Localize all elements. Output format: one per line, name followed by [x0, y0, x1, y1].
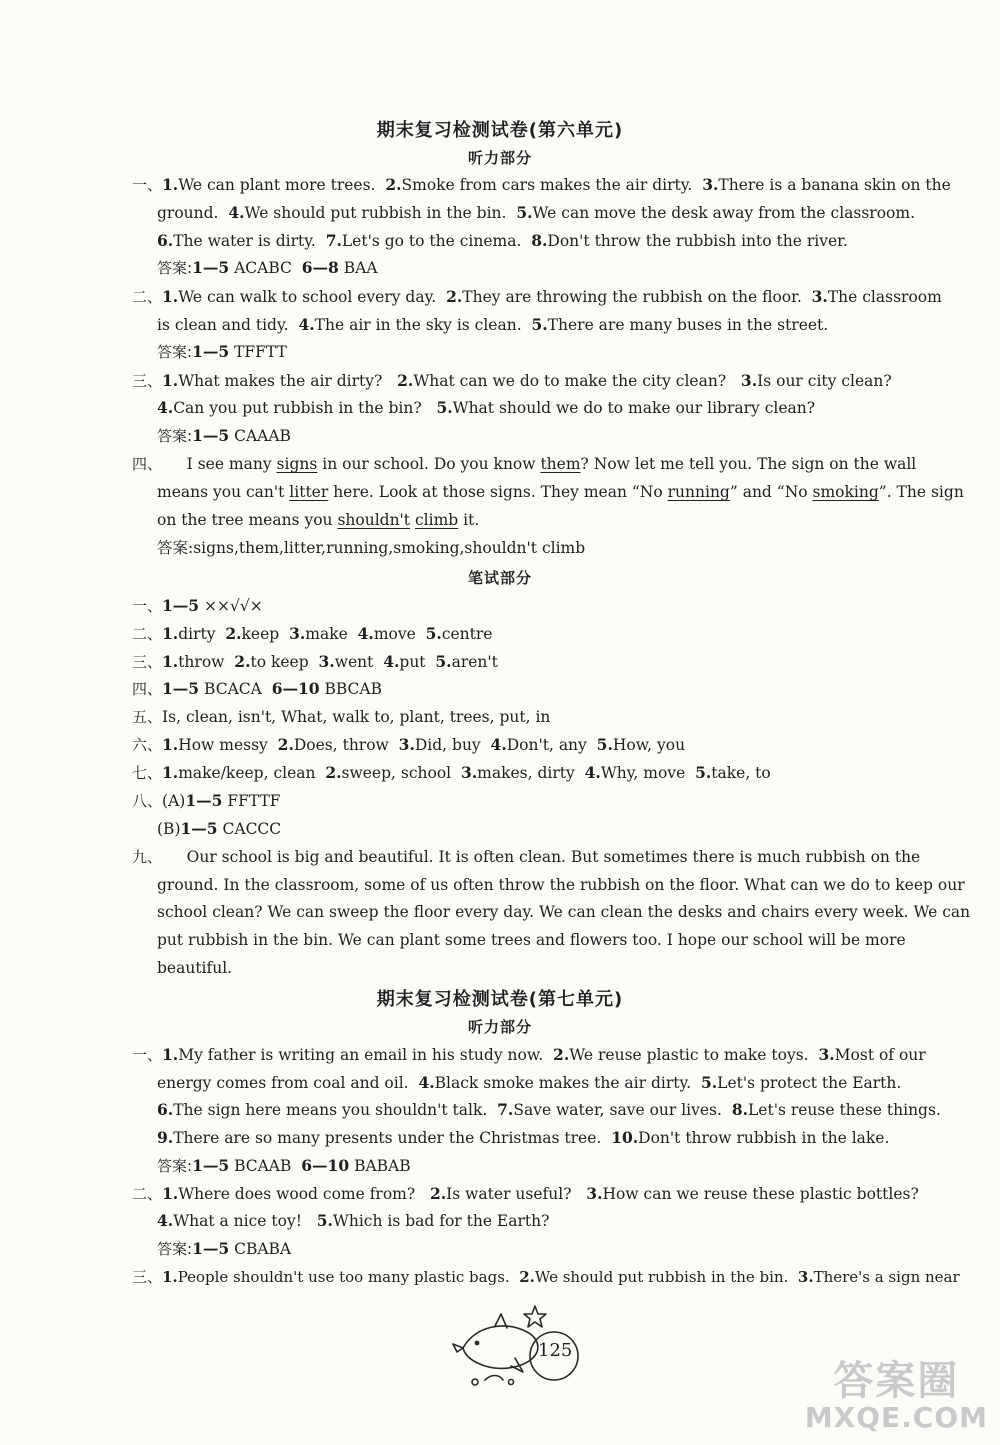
unit6-listening-heading: 听力部分	[467, 149, 532, 167]
watermark-line2: MXQE.COM	[804, 1401, 988, 1434]
watermark-line1: 答案圈	[833, 1358, 960, 1404]
unit6-writing-heading: 笔试部分	[467, 569, 532, 587]
u6-s1-line1: 一、1.We can plant more trees. 2.Smoke from cars makes the air dirty. 3.There is a banana skin on the	[132, 175, 951, 194]
u6-s4-answer: 答案:signs,them,litter,running,smoking,shouldn't climb	[157, 539, 586, 557]
watermark	[805, 1359, 988, 1433]
u6-s4-line1: 四、 I see many signs in our school. Do you know them? Now let me tell you. The sign on the wall	[132, 455, 917, 473]
u6-w9-line4: put rubbish in the bin. We can plant some trees and flowers too. I hope our school will be more	[157, 931, 906, 949]
unit6-title: 期末复习检测试卷(第六单元)	[376, 120, 624, 141]
u6-w9-line2: ground. In the classroom, some of us often throw the rubbish on the floor. What can we do to keep our	[157, 876, 965, 894]
u7-s1-answer: 答案:1—5 BCAAB 6—10 BABAB	[157, 1156, 411, 1175]
u6-w2: 二、1.dirty 2.keep 3.make 4.move 5.centre	[132, 624, 493, 643]
u6-s4-line3: on the tree means you shouldn't climb it.	[157, 511, 480, 529]
u6-s1-answer: 答案:1—5 ACABC 6—8 BAA	[157, 258, 378, 277]
dolphin-illustration	[445, 1296, 595, 1391]
u6-s3-answer: 答案:1—5 CAAAB	[157, 426, 291, 445]
u6-w7: 七、1.make/keep, clean 2.sweep, school 3.makes, dirty 4.Why, move 5.take, to	[132, 763, 771, 782]
u6-w9-line1: 九、 Our school is big and beautiful. It is often clean. But sometimes there is much rubbish on the	[132, 848, 921, 866]
u6-s1-num: 一、	[132, 176, 163, 194]
u6-w9-line3: school clean? We can sweep the floor every day. We can clean the desks and chairs every week. We can	[157, 903, 971, 921]
u7-s2-line2: 4.What a nice toy! 5.Which is bad for the Earth?	[157, 1211, 550, 1230]
unit7-listening-heading: 听力部分	[467, 1018, 532, 1036]
u6-s1-line3: 6.The water is dirty. 7.Let's go to the cinema. 8.Don't throw the rubbish into the river.	[157, 231, 848, 250]
u6-s3-line1: 三、1.What makes the air dirty? 2.What can we do to make the city clean? 3.Is our city clean?	[132, 371, 892, 390]
u6-w3: 三、1.throw 2.to keep 3.went 4.put 5.aren't	[132, 652, 498, 671]
u6-w8a: 八、(A)1—5 FFTTF	[132, 791, 281, 810]
u7-s3-line1: 三、1.People shouldn't use too many plastic bags. 2.We should put rubbish in the bin. 3.There's a sign near	[132, 1268, 960, 1286]
u6-s1-line2: ground. 4.We should put rubbish in the bin. 5.We can move the desk away from the classroom.	[157, 203, 915, 222]
u6-w1: 一、1—5 ××√√×	[132, 596, 263, 615]
u6-s2-line1: 二、1.We can walk to school every day. 2.They are throwing the rubbish on the floor. 3.The classroom	[132, 287, 942, 306]
page-number: 125	[538, 1340, 573, 1361]
u6-w4: 四、1—5 BCACA 6—10 BBCAB	[132, 679, 382, 698]
u7-s1-line3: 6.The sign here means you shouldn't talk. 7.Save water, save our lives. 8.Let's reuse these things.	[157, 1100, 941, 1119]
u6-s4-line2: means you can't litter here. Look at those signs. They mean “No running” and “No smoking”. The sign	[157, 483, 964, 501]
u6-s2-answer: 答案:1—5 TFFTT	[157, 342, 287, 361]
unit7-title: 期末复习检测试卷(第七单元)	[376, 989, 624, 1010]
u6-s2-line2: is clean and tidy. 4.The air in the sky is clean. 5.There are many buses in the street.	[157, 315, 829, 334]
u7-s1-line4: 9.There are so many presents under the Christmas tree. 10.Don't throw rubbish in the lake.	[157, 1128, 890, 1147]
u6-w9-line5: beautiful.	[157, 959, 233, 977]
u7-s2-line1: 二、1.Where does wood come from? 2.Is water useful? 3.How can we reuse these plastic bottles?	[132, 1184, 919, 1203]
u6-s3-line2: 4.Can you put rubbish in the bin? 5.What should we do to make our library clean?	[157, 398, 816, 417]
u7-s1-line1: 一、1.My father is writing an email in his study now. 2.We reuse plastic to make toys. 3.Most of our	[132, 1045, 926, 1064]
u6-w8b: (B)1—5 CACCC	[157, 819, 282, 838]
u6-w5: 五、Is, clean, isn't, What, walk to, plant, trees, put, in	[132, 708, 551, 726]
u6-w6: 六、1.How messy 2.Does, throw 3.Did, buy 4.Don't, any 5.How, you	[132, 735, 686, 754]
u7-s2-answer: 答案:1—5 CBABA	[157, 1239, 292, 1258]
u7-s1-line2: energy comes from coal and oil. 4.Black smoke makes the air dirty. 5.Let's protect the Earth.	[157, 1073, 902, 1092]
